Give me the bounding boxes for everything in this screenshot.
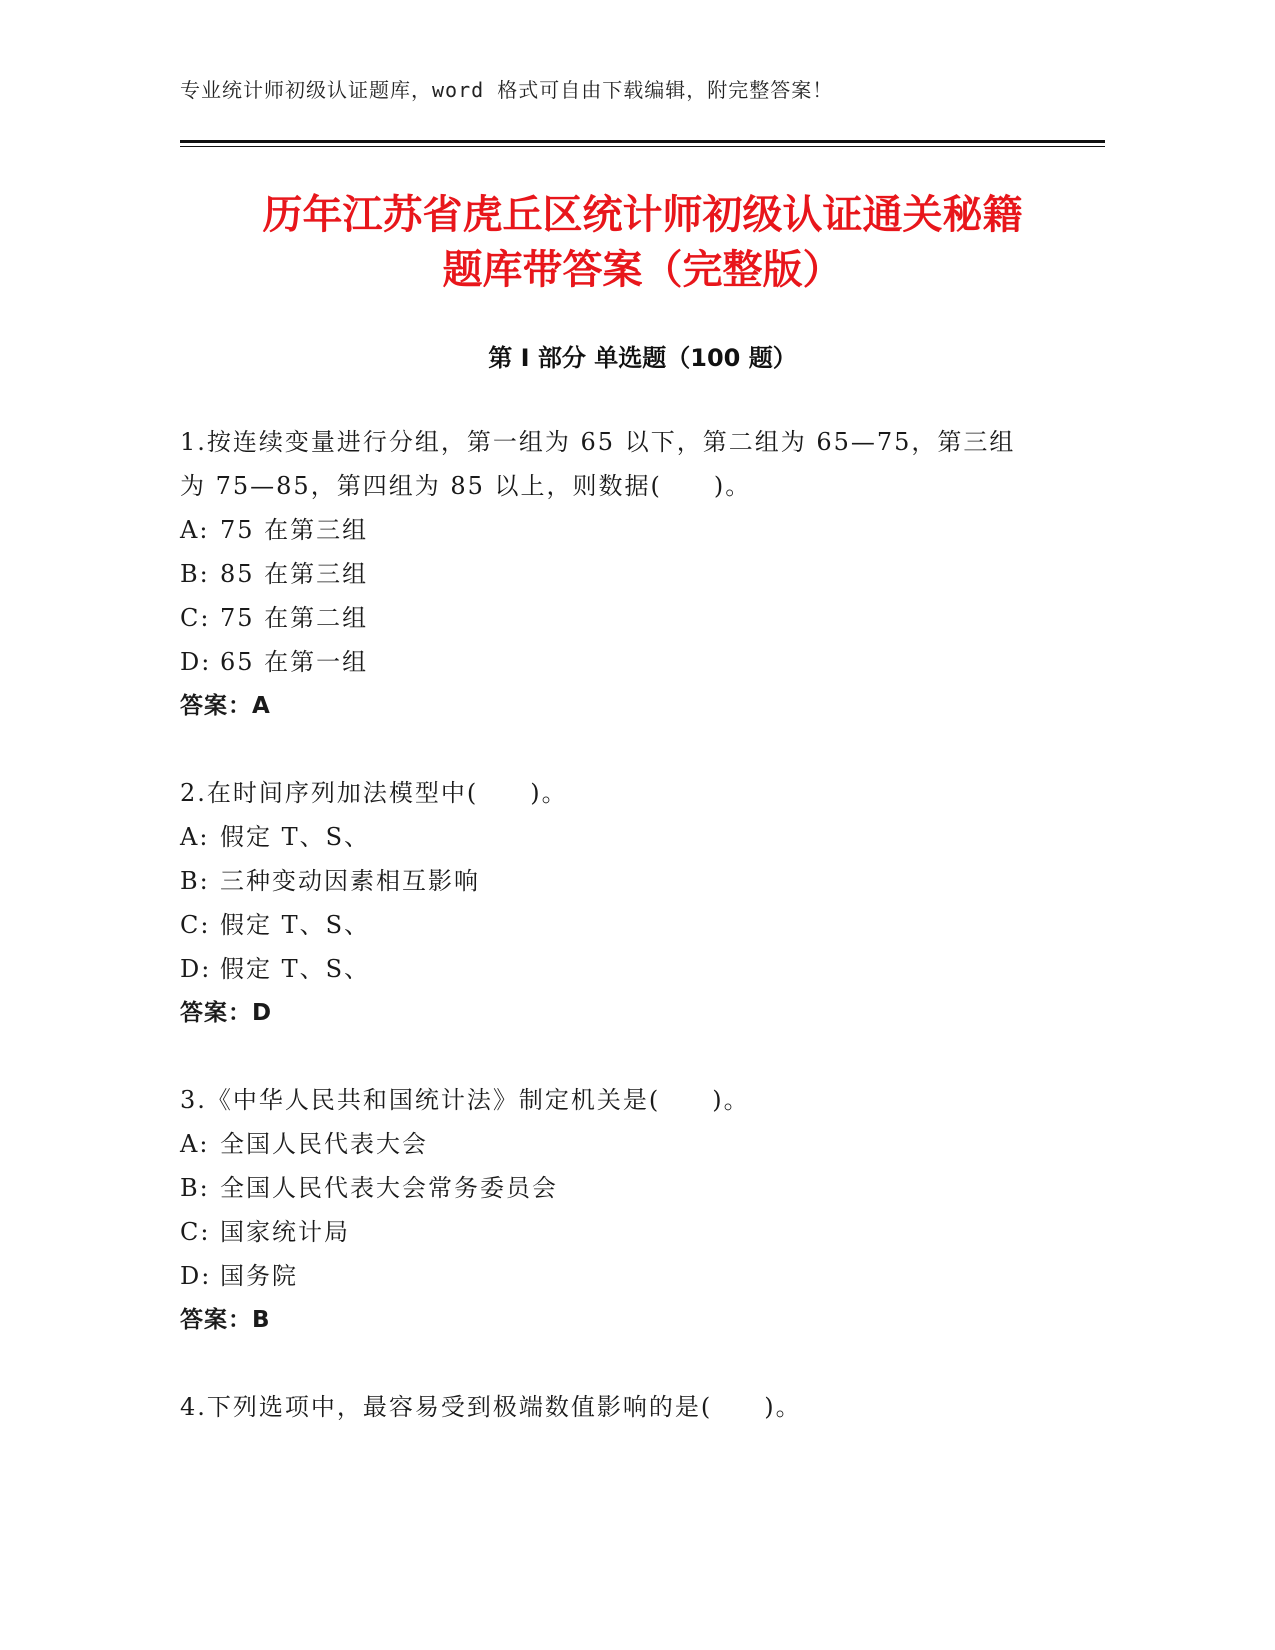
question-stem: 3.《中华人民共和国统计法》制定机关是( )。 [180, 1086, 750, 1114]
question-stem: 1.按连续变量进行分组，第一组为 65 以下，第二组为 65—75，第三组为 75—85，第四组为 85 以上，则数据( )。 [180, 428, 1016, 500]
question-stem: 4.下列选项中，最容易受到极端数值影响的是( )。 [180, 1393, 802, 1421]
option-letter: C: [180, 604, 211, 632]
option-letter: D: [180, 955, 212, 983]
option-d [180, 640, 1040, 684]
option-a [180, 1122, 1040, 1166]
option-b [180, 1166, 1040, 1210]
option-d [180, 1254, 1040, 1298]
section-title: 第 I 部分 单选题（100 题） [488, 344, 797, 372]
answer-label: 答案：A [180, 693, 271, 719]
question-list [180, 420, 1040, 1472]
option-letter: B: [180, 560, 210, 588]
option-letter: D: [180, 1262, 212, 1290]
option-text: 假定 T、S、 [220, 823, 371, 851]
option-text: 假定 T、S、 [220, 955, 371, 983]
option-text: 全国人民代表大会 [220, 1130, 428, 1158]
option-c [180, 903, 1040, 947]
option-c [180, 596, 1040, 640]
option-text: 假定 T、S、 [220, 911, 371, 939]
title-line-2: 题库带答案（完整版） [442, 247, 843, 293]
title-line-1: 历年江苏省虎丘区统计师初级认证通关秘籍 [262, 192, 1023, 238]
option-c [180, 1210, 1040, 1254]
option-b [180, 552, 1040, 596]
option-text: 75 在第三组 [220, 516, 369, 544]
option-letter: B: [180, 1174, 210, 1202]
question-4 [180, 1385, 1040, 1429]
option-d [180, 947, 1040, 991]
question-3 [180, 1078, 1040, 1342]
option-b [180, 859, 1040, 903]
option-letter: A: [180, 516, 210, 544]
option-letter: A: [180, 1130, 210, 1158]
option-text: 国家统计局 [220, 1218, 350, 1246]
question-stem: 2.在时间序列加法模型中( )。 [180, 779, 568, 807]
header-rule-thin [180, 146, 1105, 147]
option-text: 85 在第三组 [220, 560, 369, 588]
option-letter: A: [180, 823, 210, 851]
question-1 [180, 420, 1040, 728]
question-2 [180, 771, 1040, 1035]
option-letter: C: [180, 1218, 211, 1246]
document-title [180, 188, 1105, 298]
option-letter: D: [180, 648, 212, 676]
option-text: 全国人民代表大会常务委员会 [220, 1174, 558, 1202]
option-text: 65 在第一组 [220, 648, 369, 676]
option-a [180, 508, 1040, 552]
answer-label: 答案：B [180, 1307, 271, 1333]
option-text: 三种变动因素相互影响 [220, 867, 480, 895]
header-rule-thick [180, 140, 1105, 143]
option-letter: C: [180, 911, 211, 939]
option-a [180, 815, 1040, 859]
option-letter: B: [180, 867, 210, 895]
answer-label: 答案：D [180, 1000, 273, 1026]
option-text: 75 在第二组 [220, 604, 369, 632]
header-note: 专业统计师初级认证题库，word 格式可自由下载编辑，附完整答案！ [180, 78, 834, 102]
option-text: 国务院 [220, 1262, 298, 1290]
